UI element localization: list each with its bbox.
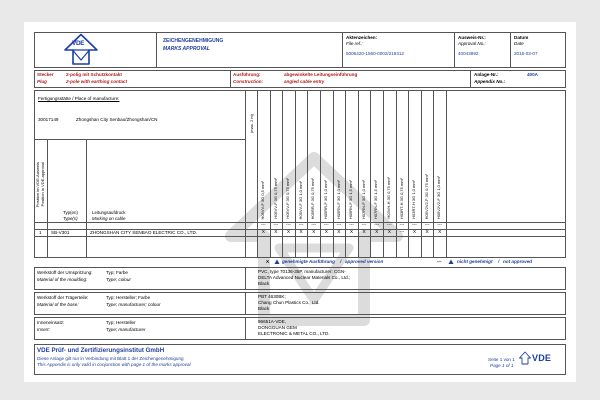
footer-organization: VDE Prüf- und Zertifizierungsinstitut GmbH (37, 347, 165, 354)
row-1-mark-3: X (286, 230, 291, 235)
row-1-mark-12: --- (399, 230, 405, 235)
cable-header-2: H05VV-F 3G 0,75 mm² (272, 178, 278, 219)
legend-not-approved-mark: --- (437, 259, 442, 264)
legend-approved-mark: X (266, 259, 270, 264)
cable-header-13: H03RT-H 3G 1,0 mm² (411, 180, 417, 219)
cable-dash-14: --- (424, 223, 430, 228)
cable-header-8: H05RN-F 3G 1,5 mm² (348, 179, 354, 219)
row-1-mark-9: X (362, 230, 366, 235)
date-value: 2016-03-07 (514, 51, 538, 56)
product-type-de: Stecker (37, 72, 54, 77)
product-desc-de: 2-polig mit Schutzkontakt (66, 72, 122, 77)
annex-label-de: Anlage-Nr.: (474, 72, 499, 77)
design-label-de: Ausführung: (233, 72, 261, 77)
row-1-mark-6: X (324, 230, 328, 235)
legend-not-approved-de: nicht genehmigt (457, 259, 493, 264)
footer-page-de: Seite 1 von 1 (488, 357, 515, 362)
cable-dash-1: --- (260, 223, 266, 228)
annex-number: 400A (527, 72, 538, 77)
legend-approved-en: approved version (345, 259, 384, 264)
insert-label-en: Insert: (37, 327, 50, 332)
cable-header-7: H05RN-F 3G 1,0 mm² (335, 179, 341, 219)
design-value-en: angled cable entry (284, 79, 325, 84)
cable-dash-2: --- (273, 223, 279, 228)
base-line-2: Chang Chun Plastics Co., Ltd. (258, 300, 320, 305)
product-desc-en: 2-pole with earthing contact (66, 79, 127, 84)
insert-field-de: Typ; Hersteller (106, 320, 136, 325)
base-line-3: Black (258, 306, 270, 311)
cable-header-3: H05VV-F 3G 0,75 mm² (285, 178, 291, 219)
moulding-line-3: Black (258, 281, 270, 286)
cable-dash-4: --- (298, 223, 304, 228)
type-header-en: Type(s) (63, 216, 78, 221)
row-1-mark-1: X (261, 230, 265, 235)
footer-logo-text: VDE (532, 353, 552, 363)
cable-dash-5: --- (311, 223, 317, 228)
footer-vde-logo-icon (519, 351, 531, 365)
marking-header-en: Marking on cable (92, 216, 126, 221)
type-header-de: Typ(en) (63, 210, 78, 215)
cable-header-12: H03RT-H 3G 0,75 mm² (398, 177, 404, 219)
row-1-type: SB-V301 (51, 230, 70, 235)
header-frame (34, 32, 566, 68)
cable-dash-11: --- (386, 223, 392, 228)
title-en: MARKS APPROVAL (163, 46, 210, 52)
cable-dash-6: --- (323, 223, 329, 228)
base-label-de: Werkstoff der Trägerteile: (37, 295, 89, 300)
row-1-mark-5: X (312, 230, 316, 235)
cable-header-5: H05RR-F 3G 0,75 mm² (310, 177, 316, 219)
cable-dash-9: --- (361, 223, 367, 228)
footer-note-de: Diese Anlage gilt nur in Verbindung mit Blatt 1 der Zeichengenehmigung (37, 356, 184, 361)
cable-header-15: H05V2V2-F 3G 1,0 mm² (436, 175, 442, 219)
file-ref-label-de: Aktenzeichen: (346, 35, 378, 40)
base-field-de: Typ; Hersteller; Farbe (106, 295, 151, 300)
insert-line-1: 96651A-VDE, (258, 319, 287, 324)
moulding-label-en: Material of the moulding: (37, 277, 88, 282)
title-de: ZEICHENGENEHMIGUNG (163, 38, 224, 44)
manufacture-label: Fertigungsstätte / Place of manufacture: (38, 96, 120, 101)
row-1-marking: ZHONGSHAN CITY SENBAO ELECTRIC CO., LTD. (90, 230, 198, 235)
design-label-en: Construction: (233, 79, 264, 84)
base-label-en: Material of the base: (37, 302, 79, 307)
moulding-line-2: DELTA Advanced Nuclear Materials Co., Ltd.; (258, 275, 351, 280)
cable-header-14: H05V2V2-F 3G 0,75 mm² (423, 173, 429, 219)
cable-header-1: H05VV-F 3G 0,5 mm² (260, 180, 265, 219)
approval-label-de: Ausweis-Nr.: (458, 35, 486, 40)
legend-not-approved-en: not approved (503, 259, 533, 264)
row-1-mark-7: X (337, 230, 341, 235)
base-line-1: PBT 4630BK; (258, 294, 286, 299)
cable-dash-13: --- (412, 223, 417, 228)
row-1-mark-2: X (274, 230, 278, 235)
vde-logo-icon (64, 33, 98, 65)
not-approved-arrow-icon (448, 259, 454, 265)
moulding-field-en: Type; colour (106, 277, 131, 282)
cable-header-4: H05VV-F 3G 1,0 mm² (297, 180, 303, 219)
cable-dash-12: --- (399, 223, 405, 228)
product-type-en: Plug (37, 79, 47, 84)
row-1-mark-14: X (425, 230, 429, 235)
manufacture-place: Zhongshan City Senbao/Zhongshan/CN (76, 117, 158, 122)
marking-header-de: Leitungsaufdruck (92, 210, 126, 215)
file-ref-value: 5006420-1560-0002/219312 (346, 51, 404, 56)
cable-dash-15: --- (437, 223, 443, 228)
annex-label-en: Appendix No.: (474, 79, 506, 84)
cable-dash-7: --- (336, 223, 342, 228)
row-1-mark-15: X (438, 230, 442, 235)
insert-line-3: ELECTRONIC & METAL CO., LTD. (258, 331, 330, 336)
approval-number: 40043892 (458, 51, 479, 56)
insert-line-2: DONGGUAN GEM (258, 325, 297, 330)
cable-header-6: H05RR-F 3G 1,0 mm² (323, 179, 328, 219)
design-value-de: abgewinkelte Leitungseinführung (284, 72, 358, 77)
document-page: VDE ZEICHENGENEHMIGUNG MARKS APPROVAL Aktenzeichen: File ref.: 5006420-1560-0002/219312 Ausweis-Nr.: Approval No.: 40043892 Datum Date 2016-03-07 Stecker Plug 2-polig mit Schutzkontakt 2-pole with earthing contact Ausführung: Construction: abgewinkelte Leitungseinführung angled cable entry Anlage-Nr.: Appendix No.: 400A Fertigungsstätte / Place of manufacture: 30017149 Zhongshan City Senbao/Zhongshan/CN Position im VDE-Ausweis Position in VDE-approval Typ(en) Type(s) Leitungsaufdruck Marking on cable (max. 2 m) 1 SB-V301 ZHONGSHAN CITY SENBAO ELECTRIC CO., LTD. X genehmigte Ausführung / approved version --- nicht genehmigt / not approved Werkstoff der Umspritzung: Material of the moulding: Typ; Farbe Type; colour PVC, type 70136-35P, manufacturer: CGN- DELTA Advanced Nuclear Materials Co., Ltd.; Black Werkstoff der Trägerteile: Material of the base: Typ; Hersteller; Farbe Type; manufacturer; colour PBT 4630BK; Chang Chun Plastics Co., Ltd. Black Inneneinsatz: Insert: Typ; Hersteller Type; manufacturer 96651A-VDE, DONGGUAN GEM ELECTRONIC & METAL CO., LTD. VDE Prüf- und Zertifizierungsinstitut GmbH Diese Anlage gilt nur in Verbindung mit Blatt 1 der Zeichengenehmigung This Appendix is only valid in conjunction with page 1 of the marks approval Seite 1 von 1 Page 1 of 1 VDE H05VV-F 3G 0,5 mm² --- X H05VV-F 3G 0,75 mm² --- X H05VV-F 3G 0,75 mm² --- X H05VV-F 3G 1,0 mm² --- X H05RR-F 3G 0,75 mm² --- X H05RR-F 3G 1,0 mm² --- X H05RN-F 3G 1,0 mm² --- X H05RN-F 3G 1,5 mm² --- X H07RN-F 3G 1,0 mm² --- X H07RN-F 3G 1,5 mm² --- X H03VH-H 3G 0,75 mm² --- X H03RT-H 3G 0,75 mm² --- --- H03RT-H 3G 1,0 mm² --- X H05V2V2-F 3G 0,75 mm² --- X H05V2V2-F 3G 1,0 mm² --- X (24, 22, 576, 382)
max-length-label: (max. 2 m) (249, 114, 254, 134)
footer-note-en: This Appendix is only valid in conjunction with page 1 of the marks approval (37, 362, 191, 367)
cable-header-9: H07RN-F 3G 1,0 mm² (360, 179, 366, 219)
moulding-label-de: Werkstoff der Umspritzung: (37, 270, 93, 275)
row-1-mark-10: X (375, 230, 379, 235)
row-1-mark-13: X (412, 230, 417, 235)
cable-header-10: H07RN-F 3G 1,5 mm² (373, 179, 379, 219)
date-label-de: Datum (514, 35, 529, 40)
approval-label-en: Approval No.: (458, 41, 486, 46)
approved-arrow-icon (274, 259, 280, 265)
row-1-position: 1 (39, 230, 42, 235)
cable-dash-8: --- (349, 223, 354, 228)
header-logo-text: VDE (72, 40, 85, 47)
row-1-mark-4: X (299, 230, 303, 235)
legend-approved-de: genehmigte Ausführung (282, 259, 335, 264)
moulding-field-de: Typ; Farbe (106, 270, 128, 275)
position-label-en: Position in VDE-approval (40, 162, 45, 207)
insert-field-en: Type; manufacturer (106, 327, 146, 332)
row-1-mark-8: X (349, 230, 354, 235)
manufacture-code: 30017149 (38, 117, 59, 122)
row-1-mark-11: X (387, 230, 391, 235)
cable-header-11: H03VH-H 3G 0,75 mm² (386, 177, 391, 219)
footer-page-en: Page 1 of 1 (490, 363, 514, 368)
date-label-en: Date (514, 41, 524, 46)
cable-dash-10: --- (374, 223, 380, 228)
file-ref-label-en: File ref.: (346, 41, 363, 46)
cable-dash-3: --- (286, 223, 291, 228)
position-label-de: Position im VDE-Ausweis (35, 162, 40, 208)
moulding-line-1: PVC, type 70136-35P, manufacturer: CGN- (258, 269, 346, 274)
base-field-en: Type; manufacturer; colour (106, 302, 161, 307)
insert-label-de: Inneneinsatz: (37, 320, 65, 325)
